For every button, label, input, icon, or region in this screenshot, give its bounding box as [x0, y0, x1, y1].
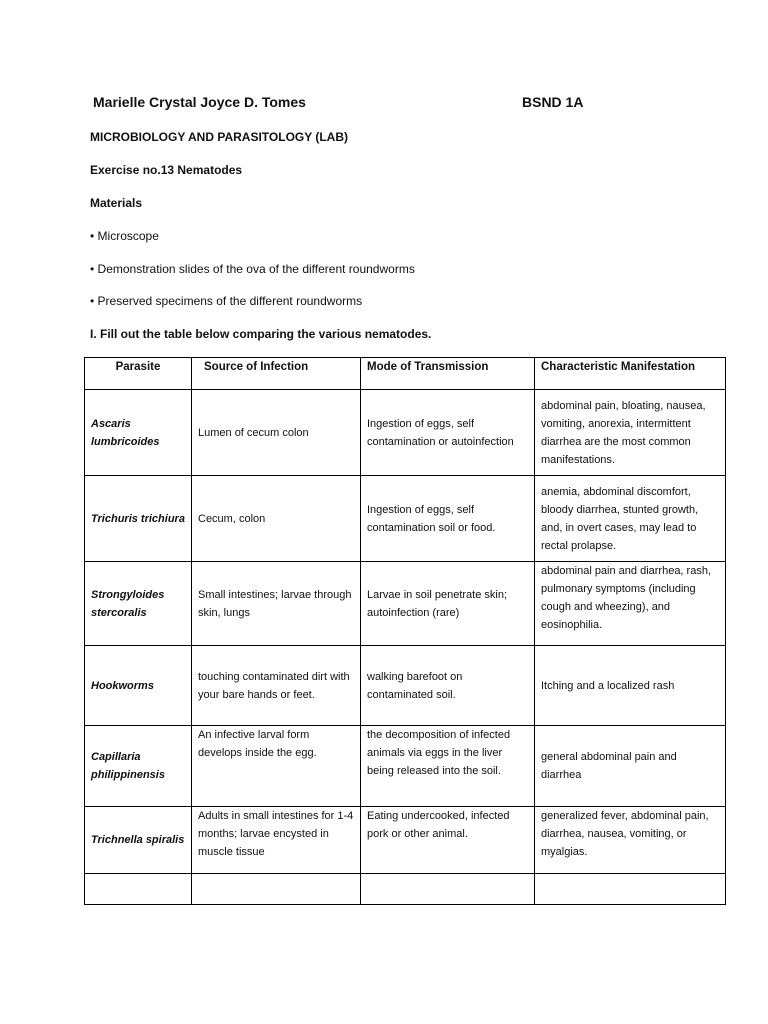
course-section: BSND 1A [522, 94, 584, 110]
nematodes-table [84, 357, 726, 905]
parasite-cell: Hookworms [85, 646, 192, 726]
manifestation-cell: general abdominal pain and diarrhea [535, 726, 726, 807]
header-mode: Mode of Transmission [361, 358, 535, 390]
source-cell: touching contaminated dirt with your bare hands or feet. [192, 646, 361, 726]
parasite-cell: Ascaris lumbricoides [85, 390, 192, 476]
student-name: Marielle Crystal Joyce D. Tomes [93, 94, 306, 110]
empty-cell [192, 874, 361, 905]
table-row [85, 476, 726, 562]
table-row [85, 390, 726, 476]
empty-cell [535, 874, 726, 905]
mode-cell: Ingestion of eggs, self contamination soil or food. [361, 476, 535, 562]
header-manifestation: Characteristic Manifestation [535, 358, 726, 390]
source-cell: Cecum, colon [192, 476, 361, 562]
parasite-cell: Trichnella spiralis [85, 807, 192, 874]
source-cell: An infective larval form develops inside the egg. [192, 726, 361, 807]
manifestation-cell: generalized fever, abdominal pain, diarrhea, nausea, vomiting, or myalgias. [535, 807, 726, 874]
material-item: • Microscope [90, 229, 159, 243]
table-instruction: I. Fill out the table below comparing the various nematodes. [90, 327, 432, 341]
material-item: • Demonstration slides of the ova of the different roundworms [90, 262, 415, 276]
mode-cell: the decomposition of infected animals via eggs in the liver being released into the soil. [361, 726, 535, 807]
manifestation-cell: abdominal pain, bloating, nausea, vomiting, anorexia, intermittent diarrhea are the most common manifestations. [535, 390, 726, 476]
source-cell: Small intestines; larvae through skin, lungs [192, 562, 361, 646]
mode-cell: walking barefoot on contaminated soil. [361, 646, 535, 726]
materials-title: Materials [90, 196, 143, 210]
source-cell: Adults in small intestines for 1-4 months; larvae encysted in muscle tissue [192, 807, 361, 874]
parasite-cell: Trichuris trichiura [85, 476, 192, 562]
empty-cell [361, 874, 535, 905]
subject-title: MICROBIOLOGY AND PARASITOLOGY (LAB) [90, 130, 349, 144]
table-row [85, 646, 726, 726]
parasite-cell: Capillaria philippinensis [85, 726, 192, 807]
header-parasite: Parasite [85, 358, 192, 390]
manifestation-cell: abdominal pain and diarrhea, rash, pulmonary symptoms (including cough and wheezing), and eosinophilia. [535, 562, 726, 646]
mode-cell: Larvae in soil penetrate skin; autoinfection (rare) [361, 562, 535, 646]
manifestation-cell: anemia, abdominal discomfort, bloody diarrhea, stunted growth, and, in overt cases, may lead to rectal prolapse. [535, 476, 726, 562]
material-item: • Preserved specimens of the different roundworms [90, 294, 363, 308]
empty-cell [85, 874, 192, 905]
manifestation-cell: Itching and a localized rash [535, 646, 726, 726]
source-cell: Lumen of cecum colon [192, 390, 361, 476]
mode-cell: Eating undercooked, infected pork or other animal. [361, 807, 535, 874]
header-source: Source of Infection [192, 358, 361, 390]
exercise-title: Exercise no.13 Nematodes [90, 163, 243, 177]
table-header-row [85, 358, 726, 390]
table-row-empty [85, 874, 726, 905]
table-row [85, 562, 726, 646]
parasite-cell: Strongyloides stercoralis [85, 562, 192, 646]
table-row [85, 726, 726, 807]
table-row [85, 807, 726, 874]
mode-cell: Ingestion of eggs, self contamination or autoinfection [361, 390, 535, 476]
